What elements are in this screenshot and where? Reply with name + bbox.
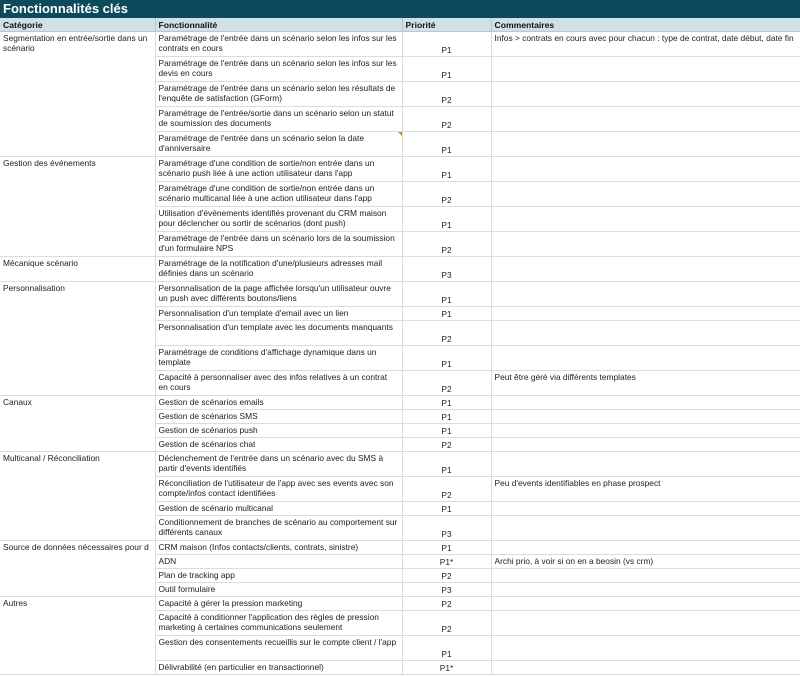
feature-cell[interactable]: Paramétrage de l'entrée dans un scénario selon les résultats de l'enquête de satisfaction (GForm) <box>155 82 402 107</box>
category-cell[interactable] <box>0 555 155 569</box>
priority-cell[interactable]: P1 <box>402 307 491 321</box>
feature-cell[interactable]: Paramétrage de la notification d'une/plusieurs adresses mail définies dans un scénario <box>155 257 402 282</box>
comment-cell[interactable] <box>491 410 800 424</box>
table-row <box>0 583 800 597</box>
feature-cell[interactable]: Paramétrage d'une condition de sortie/non entrée dans un scénario multicanal liée à une action utilisateur dans l'app <box>155 182 402 207</box>
category-cell[interactable] <box>0 438 155 452</box>
table-row <box>0 555 800 569</box>
table-row <box>0 371 800 396</box>
table-row <box>0 32 800 57</box>
table-row <box>0 257 800 282</box>
priority-cell[interactable]: P2 <box>402 107 491 132</box>
feature-cell[interactable]: ADN <box>155 555 402 569</box>
feature-cell[interactable]: Délivrabilité (en particulier en transactionnel) <box>155 661 402 675</box>
feature-cell[interactable]: Gestion des consentements recueillis sur le compte client / l'app <box>155 636 402 661</box>
category-cell[interactable] <box>0 82 155 107</box>
feature-cell[interactable]: Outil formulaire <box>155 583 402 597</box>
feature-cell[interactable]: Gestion de scénarios emails <box>155 396 402 410</box>
cell-note-indicator-icon[interactable] <box>398 132 402 136</box>
comment-cell[interactable] <box>491 57 800 82</box>
priority-cell[interactable]: P1 <box>402 32 491 57</box>
feature-cell[interactable]: Personnalisation de la page affichée lorsqu'un utilisateur ouvre un push avec différents boutons/liens <box>155 282 402 307</box>
comment-cell[interactable] <box>491 502 800 516</box>
comment-cell[interactable] <box>491 541 800 555</box>
table-row <box>0 636 800 661</box>
priority-cell[interactable]: P1 <box>402 424 491 438</box>
category-cell[interactable] <box>0 307 155 321</box>
feature-cell[interactable]: Capacité à personnaliser avec des infos relatives à un contrat en cours <box>155 371 402 396</box>
feature-cell[interactable]: Plan de tracking app <box>155 569 402 583</box>
comment-cell[interactable] <box>491 583 800 597</box>
category-cell[interactable] <box>0 661 155 675</box>
table-row <box>0 502 800 516</box>
comment-cell[interactable] <box>491 257 800 282</box>
category-cell[interactable] <box>0 611 155 636</box>
priority-cell[interactable]: P2 <box>402 321 491 346</box>
header-priority[interactable]: Priorité <box>402 18 491 32</box>
priority-cell[interactable]: P1 <box>402 346 491 371</box>
category-cell[interactable] <box>0 57 155 82</box>
priority-cell[interactable]: P2 <box>402 82 491 107</box>
table-row <box>0 410 800 424</box>
feature-cell[interactable]: CRM maison (Infos contacts/clients, contrats, sinistre) <box>155 541 402 555</box>
table-row <box>0 452 800 477</box>
comment-cell[interactable] <box>491 597 800 611</box>
feature-cell[interactable]: Paramétrage de l'entrée dans un scénario lors de la soumission d'un formulaire NPS <box>155 232 402 257</box>
comment-cell[interactable] <box>491 452 800 477</box>
priority-cell[interactable]: P1* <box>402 661 491 675</box>
table-row <box>0 597 800 611</box>
priority-cell[interactable]: P2 <box>402 182 491 207</box>
category-cell[interactable] <box>0 636 155 661</box>
priority-cell[interactable]: P1 <box>402 132 491 157</box>
table-row <box>0 611 800 636</box>
priority-cell[interactable]: P1 <box>402 452 491 477</box>
feature-cell[interactable]: Capacité à conditionner l'application des règles de pression marketing à certaines communications seulement <box>155 611 402 636</box>
comment-cell[interactable] <box>491 516 800 541</box>
table-row <box>0 232 800 257</box>
priority-cell[interactable]: P1 <box>402 157 491 182</box>
table-row <box>0 396 800 410</box>
table-row <box>0 346 800 371</box>
priority-cell[interactable]: P3 <box>402 257 491 282</box>
comment-cell[interactable] <box>491 321 800 346</box>
category-cell[interactable] <box>0 583 155 597</box>
feature-cell[interactable]: Paramétrage de l'entrée dans un scénario selon la date d'anniversaire <box>155 132 402 157</box>
comment-cell[interactable]: Peu d'events identifiables en phase prospect <box>491 477 800 502</box>
category-cell[interactable] <box>0 516 155 541</box>
priority-cell[interactable]: P2 <box>402 477 491 502</box>
category-cell[interactable]: Mécanique scénario <box>0 257 155 282</box>
table-row <box>0 182 800 207</box>
feature-cell[interactable]: Personnalisation d'un template d'email avec un lien <box>155 307 402 321</box>
priority-cell[interactable]: P2 <box>402 611 491 636</box>
table-row <box>0 477 800 502</box>
comment-cell[interactable] <box>491 438 800 452</box>
comment-cell[interactable]: Peut être géré via différents templates <box>491 371 800 396</box>
feature-cell[interactable]: Gestion de scénarios push <box>155 424 402 438</box>
category-cell[interactable]: Segmentation en entrée/sortie dans un scénario <box>0 32 155 57</box>
table-row <box>0 132 800 157</box>
feature-cell[interactable]: Paramétrage de conditions d'affichage dynamique dans un template <box>155 346 402 371</box>
table-row <box>0 321 800 346</box>
table-row <box>0 157 800 182</box>
priority-cell[interactable]: P1 <box>402 636 491 661</box>
header-comments[interactable]: Commentaires <box>491 18 800 32</box>
priority-cell[interactable]: P1 <box>402 502 491 516</box>
category-cell[interactable]: Autres <box>0 597 155 611</box>
category-cell[interactable] <box>0 346 155 371</box>
feature-cell[interactable]: Paramétrage de l'entrée dans un scénario selon les infos sur les devis en cours <box>155 57 402 82</box>
comment-cell[interactable] <box>491 157 800 182</box>
table-row <box>0 82 800 107</box>
table-row <box>0 282 800 307</box>
sheet-title: Fonctionnalités clés <box>0 0 800 18</box>
comment-cell[interactable] <box>491 82 800 107</box>
priority-cell[interactable]: P3 <box>402 583 491 597</box>
comment-cell[interactable] <box>491 424 800 438</box>
category-cell[interactable] <box>0 371 155 396</box>
table-row <box>0 57 800 82</box>
table-row <box>0 661 800 675</box>
header-category[interactable]: Catégorie <box>0 18 155 32</box>
feature-cell[interactable]: Déclenchement de l'entrée dans un scénario avec du SMS à partir d'events identifiés <box>155 452 402 477</box>
feature-cell[interactable]: Gestion de scénarios chat <box>155 438 402 452</box>
feature-cell[interactable]: Paramétrage de l'entrée/sortie dans un scénario selon un statut de soumission des documents <box>155 107 402 132</box>
category-cell[interactable]: Canaux <box>0 396 155 410</box>
category-cell[interactable] <box>0 207 155 232</box>
comment-cell[interactable] <box>491 396 800 410</box>
table-row <box>0 307 800 321</box>
feature-cell[interactable]: Gestion de scénarios SMS <box>155 410 402 424</box>
priority-cell[interactable]: P1 <box>402 207 491 232</box>
table-row <box>0 569 800 583</box>
header-row <box>0 18 800 32</box>
header-feature[interactable]: Fonctionnalité <box>155 18 402 32</box>
category-cell[interactable] <box>0 424 155 438</box>
comment-cell[interactable] <box>491 636 800 661</box>
category-cell[interactable]: Multicanal / Réconciliation <box>0 452 155 477</box>
table-row <box>0 207 800 232</box>
comment-cell[interactable] <box>491 569 800 583</box>
priority-cell[interactable]: P1 <box>402 396 491 410</box>
feature-cell[interactable]: Paramétrage d'une condition de sortie/non entrée dans un scénario push liée à une action utilisateur dans l'app <box>155 157 402 182</box>
priority-cell[interactable]: P1 <box>402 57 491 82</box>
category-cell[interactable]: Personnalisation <box>0 282 155 307</box>
priority-cell[interactable]: P1 <box>402 541 491 555</box>
category-cell[interactable] <box>0 321 155 346</box>
table-row <box>0 516 800 541</box>
table-row <box>0 541 800 555</box>
feature-cell[interactable]: Personnalisation d'un template avec les documents manquants <box>155 321 402 346</box>
comment-cell[interactable] <box>491 307 800 321</box>
priority-cell[interactable]: P1 <box>402 410 491 424</box>
comment-cell[interactable]: Infos > contrats en cours avec pour chacun : type de contrat, date début, date fin <box>491 32 800 57</box>
priority-cell[interactable]: P2 <box>402 232 491 257</box>
priority-cell[interactable]: P2 <box>402 371 491 396</box>
comment-cell[interactable] <box>491 107 800 132</box>
feature-cell[interactable]: Conditionnement de branches de scénario au comportement sur différents canaux <box>155 516 402 541</box>
comment-cell[interactable] <box>491 346 800 371</box>
features-table <box>0 18 800 675</box>
category-cell[interactable]: Gestion des événements <box>0 157 155 182</box>
comment-cell[interactable] <box>491 611 800 636</box>
category-cell[interactable] <box>0 410 155 424</box>
comment-cell[interactable]: Archi prio, à voir si on en a beosin (vs crm) <box>491 555 800 569</box>
feature-cell[interactable]: Utilisation d'événements identifiés provenant du CRM maison pour déclencher ou sortir de scénarios (dont push) <box>155 207 402 232</box>
comment-cell[interactable] <box>491 232 800 257</box>
comment-cell[interactable] <box>491 207 800 232</box>
comment-cell[interactable] <box>491 132 800 157</box>
feature-cell[interactable]: Réconciliation de l'utilisateur de l'app avec ses events avec son compte/infos contact identifiées <box>155 477 402 502</box>
priority-cell[interactable]: P1* <box>402 555 491 569</box>
comment-cell[interactable] <box>491 661 800 675</box>
category-cell[interactable] <box>0 132 155 157</box>
comment-cell[interactable] <box>491 282 800 307</box>
priority-cell[interactable]: P2 <box>402 597 491 611</box>
category-cell[interactable] <box>0 569 155 583</box>
category-cell[interactable] <box>0 502 155 516</box>
priority-cell[interactable]: P3 <box>402 516 491 541</box>
priority-cell[interactable]: P1 <box>402 282 491 307</box>
priority-cell[interactable]: P2 <box>402 438 491 452</box>
table-row <box>0 438 800 452</box>
category-cell[interactable] <box>0 107 155 132</box>
category-cell[interactable] <box>0 232 155 257</box>
category-cell[interactable] <box>0 477 155 502</box>
feature-cell[interactable]: Paramétrage de l'entrée dans un scénario selon les infos sur les contrats en cours <box>155 32 402 57</box>
comment-cell[interactable] <box>491 182 800 207</box>
category-cell[interactable] <box>0 182 155 207</box>
table-row <box>0 107 800 132</box>
feature-cell[interactable]: Gestion de scénario multicanal <box>155 502 402 516</box>
category-cell[interactable]: Source de données nécessaires pour d <box>0 541 155 555</box>
feature-cell[interactable]: Capacité à gérer la pression marketing <box>155 597 402 611</box>
priority-cell[interactable]: P2 <box>402 569 491 583</box>
table-row <box>0 424 800 438</box>
